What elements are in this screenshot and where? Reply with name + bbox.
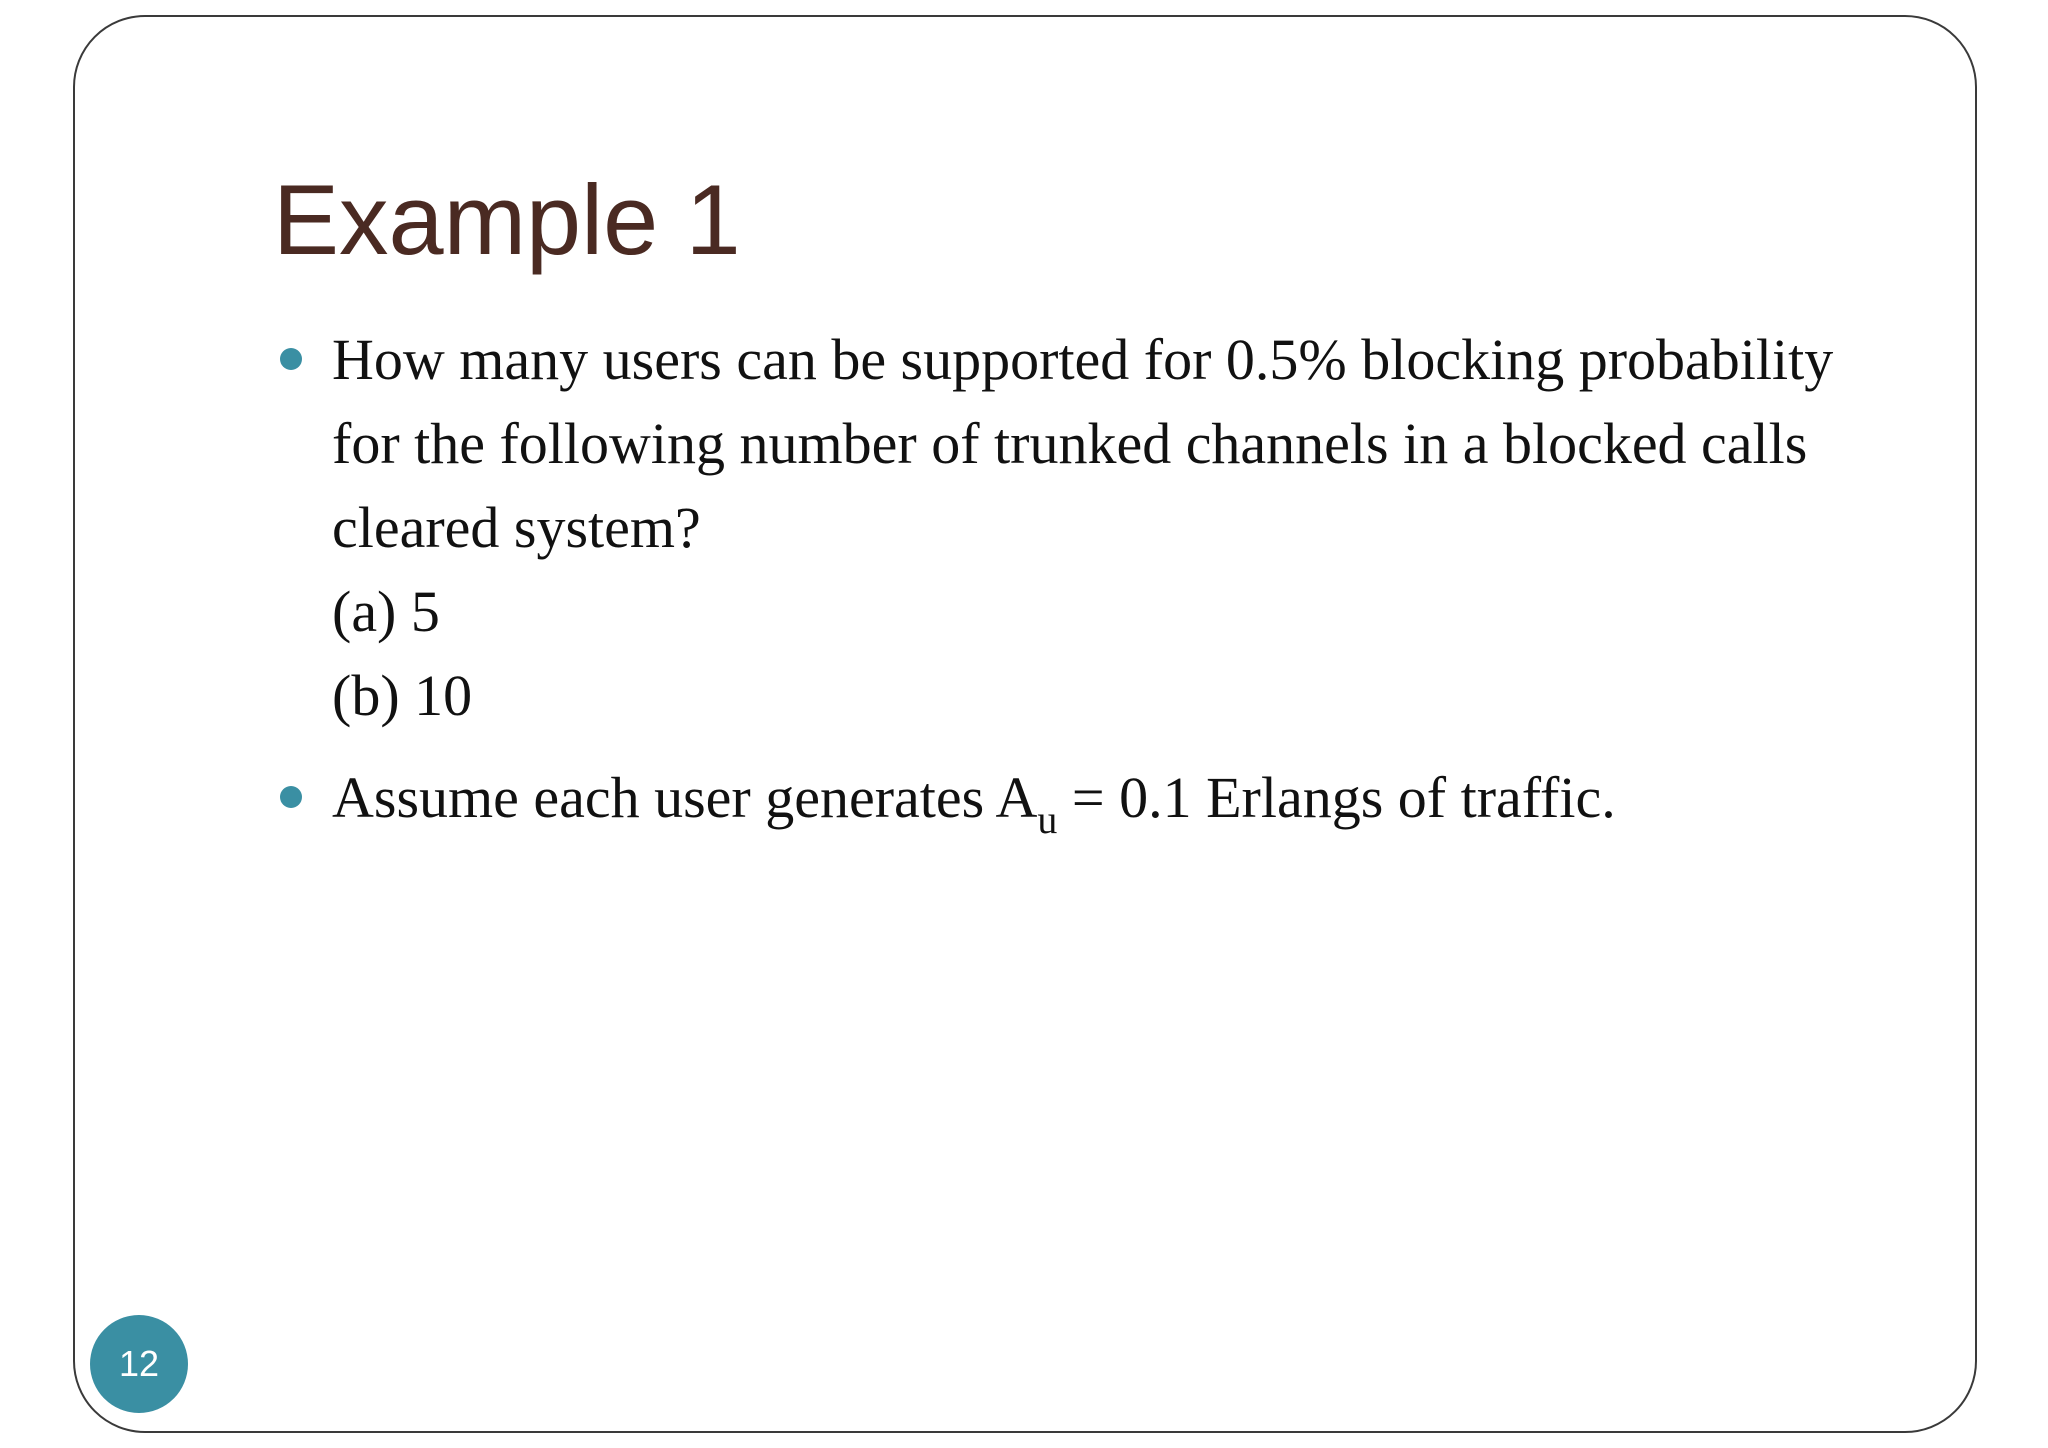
sub-item-b: (b) 10 (332, 663, 473, 728)
sub-item-a: (a) 5 (332, 579, 440, 644)
bullet-text-before: Assume each user generates A (332, 765, 1038, 830)
page-number-badge: 12 (90, 1315, 188, 1413)
slide-title: Example 1 (273, 164, 741, 275)
bullet-item (280, 756, 1900, 840)
bullet-text-after: = 0.1 Erlangs of traffic. (1057, 765, 1616, 830)
bullet-dot-icon (280, 786, 302, 808)
slide-body (280, 318, 1900, 840)
bullet-dot-icon (280, 348, 302, 370)
subscript-u: u (1037, 797, 1058, 842)
bullet-item (280, 318, 1900, 570)
bullet-text: How many users can be supported for 0.5% blocking probability for the following number of trunked channels in a blocked calls cleared system? (332, 327, 1834, 560)
